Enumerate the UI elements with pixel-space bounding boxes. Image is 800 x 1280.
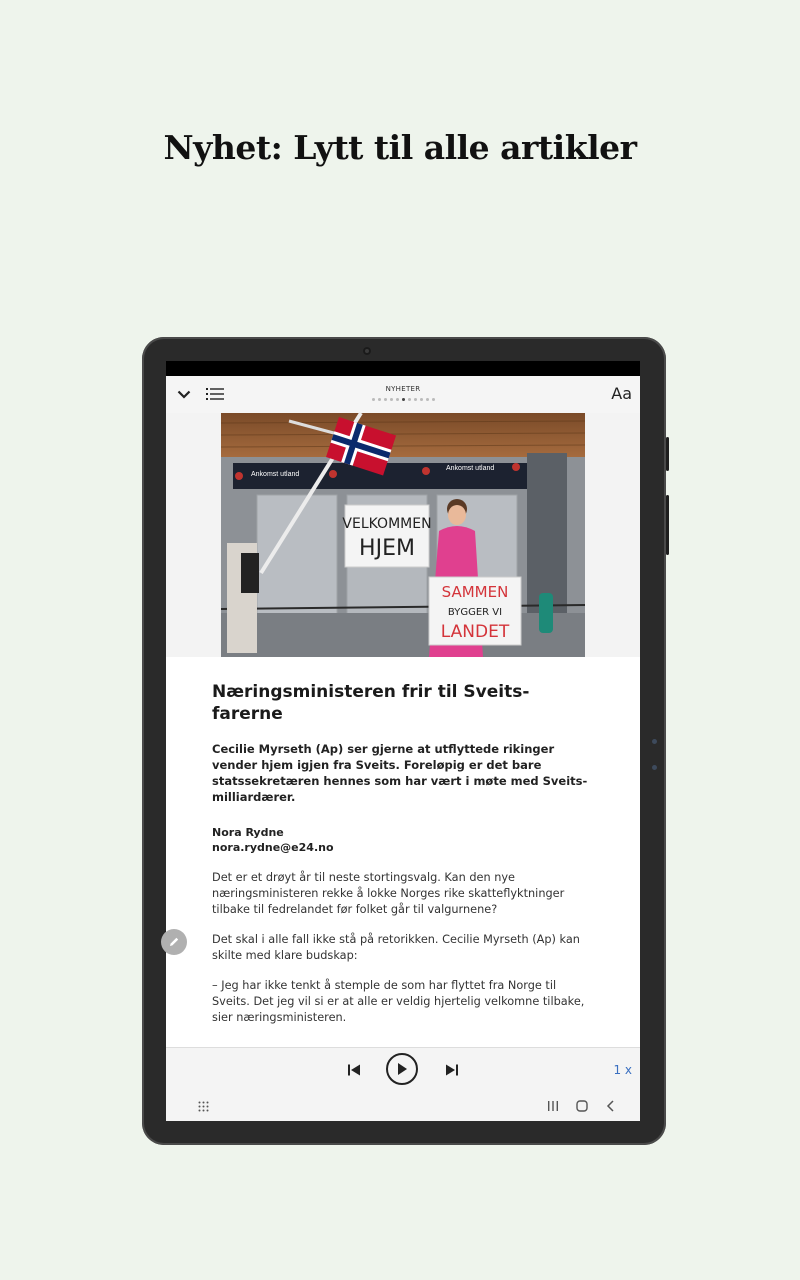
sensor — [652, 739, 657, 744]
banner-left-text: Ankomst utland — [251, 471, 300, 478]
page-dot — [414, 398, 417, 401]
sensor — [652, 765, 657, 770]
article-photo-area — [166, 413, 640, 657]
home-icon[interactable] — [575, 1099, 589, 1113]
article-body — [166, 681, 640, 1064]
back-icon[interactable] — [604, 1099, 618, 1113]
page-dot — [408, 398, 411, 401]
page-dot — [378, 398, 381, 401]
author-name: Nora Rydne — [212, 826, 284, 839]
page-dot — [384, 398, 387, 401]
play-icon[interactable] — [386, 1053, 418, 1085]
sign-top-line2: HJEM — [359, 536, 415, 561]
article-author — [212, 825, 594, 855]
status-bar — [166, 361, 640, 376]
article-toolbar — [166, 376, 640, 414]
article-content[interactable] — [166, 413, 640, 1047]
page-dot — [426, 398, 429, 401]
skip-previous-icon[interactable] — [344, 1060, 364, 1080]
author-email[interactable]: nora.rydne@e24.no — [212, 841, 334, 854]
article-photo — [221, 413, 585, 657]
recents-icon[interactable] — [546, 1099, 560, 1113]
power-button — [666, 495, 669, 555]
article-lead: Cecilie Myrseth (Ap) ser gjerne at utflyttede rikinger vender hjem igjen fra Sveits. Foreløpig er det bare statssekretæren hennes som har vært i møte med Sveits-milliardærer. — [212, 742, 588, 804]
page-dot — [420, 398, 423, 401]
pencil-icon[interactable] — [161, 929, 187, 955]
sign-bottom-line2: BYGGER VI — [447, 607, 503, 618]
screen — [166, 361, 640, 1121]
article-paragraph: Det er et drøyt år til neste stortingsvalg. Kan den nye næringsministeren rekke å lokke Norges rike skatteflyktninger tilbake til fedrelandet før folket går til valgurnene? — [212, 871, 565, 916]
playback-speed-button[interactable]: 1 x — [613, 1063, 632, 1077]
sign-bottom-line3: LANDET — [440, 622, 510, 642]
system-navigation-bar — [166, 1091, 640, 1121]
banner-right-text: Ankomst utland — [446, 465, 495, 472]
page-dot — [390, 398, 393, 401]
volume-button — [666, 437, 669, 471]
apps-grid-icon[interactable] — [196, 1099, 210, 1113]
promo-headline: Nyhet: Lytt til alle artikler — [163, 128, 637, 167]
article-paragraph: – Jeg har ikke tenkt å stemple de som har flyttet fra Norge til Sveits. Det jeg vil si er at alle er veldig hjertelig velkomne tilbake, sier næringsministeren. — [212, 979, 585, 1024]
tablet-frame — [142, 337, 666, 1145]
article-title: Næringsministeren frir til Sveits-farerne — [212, 682, 530, 724]
article-paragraph: Det skal i alle fall ikke stå på retorikken. Cecilie Myrseth (Ap) kan skilte med klare budskap: — [212, 933, 580, 962]
font-size-button[interactable]: Aa — [611, 384, 632, 403]
page-dot — [396, 398, 399, 401]
section-label: NYHETER — [385, 385, 421, 393]
audio-player — [166, 1047, 640, 1092]
page-dot — [402, 398, 405, 401]
skip-next-icon[interactable] — [442, 1060, 462, 1080]
front-camera — [363, 347, 371, 355]
page-dot — [372, 398, 375, 401]
page-dot — [432, 398, 435, 401]
sign-bottom-line1: SAMMEN — [441, 583, 509, 601]
sign-top-line1: VELKOMMEN — [342, 516, 432, 532]
page-indicator — [166, 398, 640, 401]
